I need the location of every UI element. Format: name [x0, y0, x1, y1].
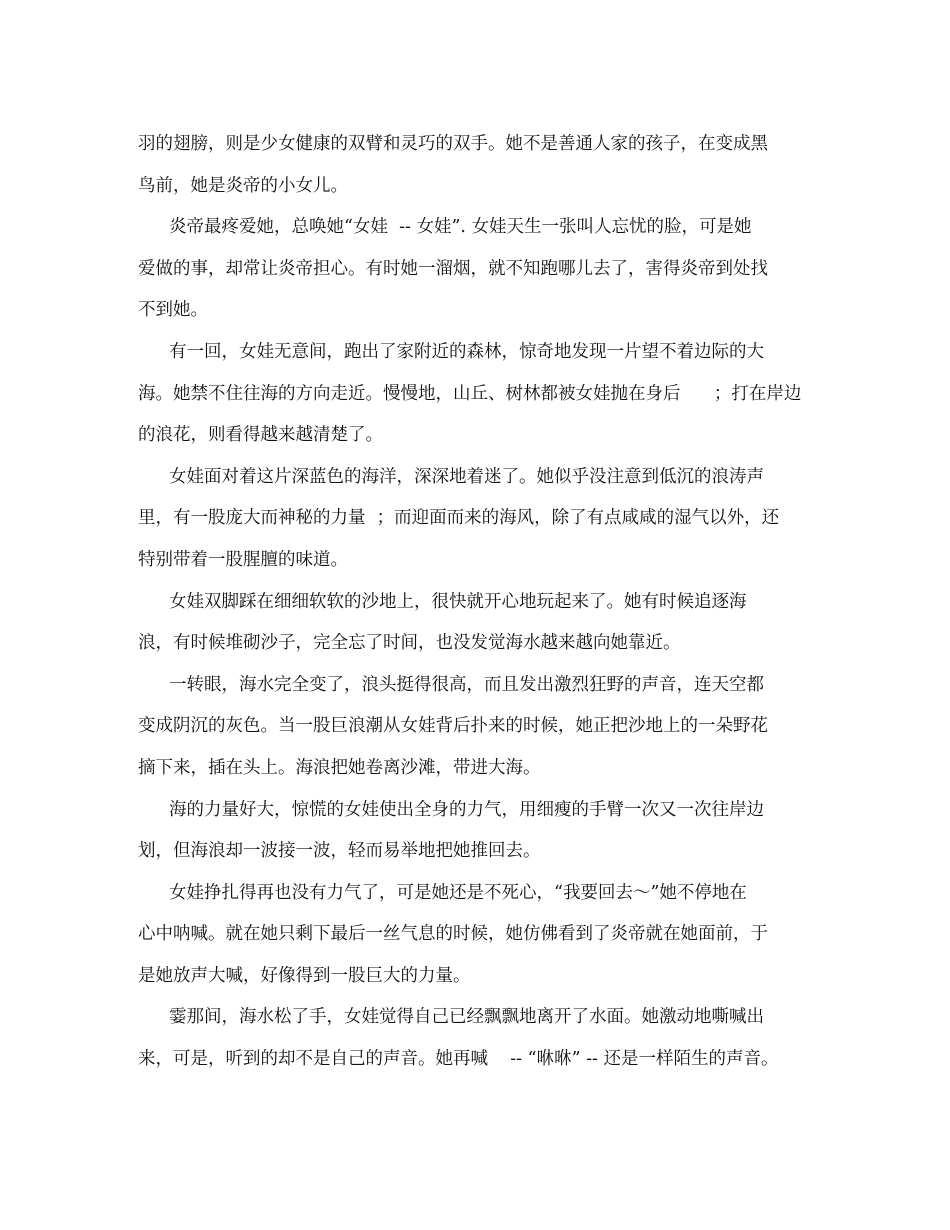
- text-line: 女娃面对着这片深蓝色的海洋，深深地着迷了。她似乎没注意到低沉的浪涛声: [169, 466, 764, 487]
- text-line: 浪，有时候堆砌沙子，完全忘了时间，也没发觉海水越来越向她靠近。: [138, 633, 681, 654]
- text-line: 变成阴沉的灰色。当一股巨浪潮从女娃背后扑来的时候，她正把沙地上的一朵野花: [138, 716, 768, 737]
- text-line: 心中呐喊。就在她只剩下最后一丝气息的时候，她仿佛看到了炎帝就在她面前，于: [138, 924, 768, 945]
- text-line: 有一回，女娃无意间，跑出了家附近的森林，惊奇地发现一片望不着边际的大: [169, 341, 764, 362]
- text-line: 海的力量好大，惊慌的女娃使出全身的力气，用细瘦的手臂一次又一次往岸边: [169, 799, 764, 820]
- text-line: 霎那间，海水松了手，女娃觉得自己已经飘飘地离开了水面。她激动地嘶喊出: [169, 1007, 764, 1028]
- text-line: 炎帝最疼爱她，总唤她“女娃 -- 女娃”. 女娃天生一张叫人忘忧的脸，可是她: [169, 217, 752, 238]
- text-line: 里，有一股庞大而神秘的力量 ；而迎面而来的海风，除了有点咸咸的湿气以外，还: [138, 508, 780, 529]
- text-line: 羽的翅膀，则是少女健康的双臂和灵巧的双手。她不是善通人家的孩子，在变成黑: [138, 134, 768, 154]
- text-line: 的浪花，则看得越来越清楚了。: [138, 425, 383, 446]
- text-line: 是她放声大喊，好像得到一股巨大的力量。: [138, 965, 471, 986]
- text-line: 不到她。: [138, 300, 208, 321]
- text-line: 爱做的事，却常让炎帝担心。有时她一溜烟，就不知跑哪儿去了，害得炎帝到处找: [138, 258, 768, 279]
- text-line: 女娃双脚踩在细细软软的沙地上，很快就开心地玩起来了。她有时候追逐海: [169, 591, 747, 612]
- text-line: 女娃挣扎得再也没有力气了，可是她还是不死心，“我要回去～”她不停地在: [169, 882, 747, 903]
- text-line: 来，可是，听到的却不是自己的声音。她再喊 -- “咻咻” -- 还是一样陌生的声音。: [138, 1049, 779, 1070]
- text-line: 鸟前，她是炎帝的小女儿。: [138, 175, 348, 196]
- body-text: [138, 124, 810, 1081]
- text-line: 特别带着一股腥膻的味道。: [138, 549, 348, 570]
- text-line: 摘下来，插在头上。海浪把她卷离沙滩，带进大海。: [138, 757, 541, 778]
- text-line: 一转眼，海水完全变了，浪头挺得很高，而且发出激烈狂野的声音，连天空都: [169, 674, 764, 695]
- text-line: 海。她禁不住往海的方向走近。慢慢地，山丘、树林都被女娃抛在身后 ；打在岸边: [138, 383, 802, 404]
- text-line: 划，但海浪却一波接一波，轻而易举地把她推回去。: [138, 841, 541, 862]
